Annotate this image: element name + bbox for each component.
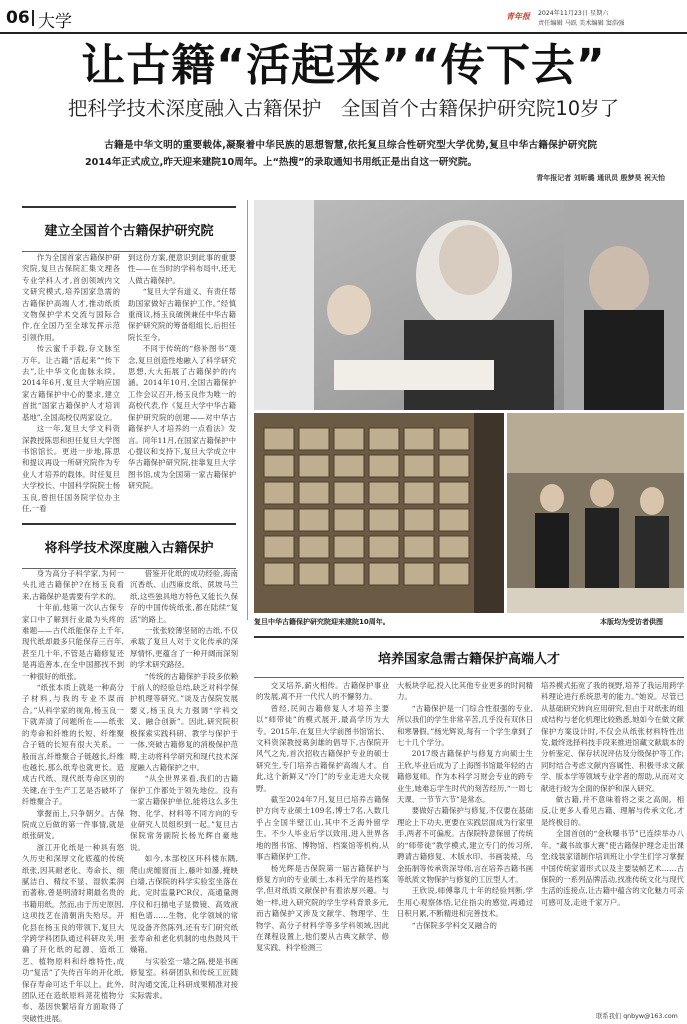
section2-col2 [130,568,238,1001]
section3 [254,636,684,678]
paragraph: 2017级古籍保护与修复方向硕士生王欣,毕业后成为了上海图书馆最年轻的古籍修复师。作为本科学习财会专业的跨专业生,她难忘学生时代的刻苦经历,“一周七天课、一节节六节”是常态。 [397,749,533,805]
divider-line [32,10,34,26]
footer-contact: 联系我们 qnbyw@163.com [596,1013,678,1020]
paragraph: 全国首创的“金秋曝书节”已连续举办八年。“藏书故事大赛”使古籍保护理念走出课堂;线装家谱制作培训班让小学生们学习掌握中国传统家谱形式以及主要装帧艺术……古保院的一系列品牌活动,找准传统文化与现代生活的连接点,让古籍中蕴含的文化魅力可亲可感可及,走进千家万户。 [541,829,684,907]
photo-group-illustration [507,413,684,613]
sub-headline: 把科学技术深度融入古籍保护 全国首个古籍保护研究院10岁了 [67,97,620,120]
paragraph: “古保院多学科交叉融合的 [411,920,497,930]
photo-catalog-illustration [254,413,504,613]
paragraph: 浙江开化纸是一种具有悠久历史和深厚文化底蕴的传统纸张,因其耐老化、寿命长、细腻洁白、精纹不显、湿软柔润而著称,曾是明清时期最名贵的书籍用纸。然而,由于历史原因,这项技艺在清朝消失殆尽。开化县在杨玉良的带领下,复旦大学跨学科团队通过科研攻关,明确了开化纸的起源、造纸工艺、植物原料和纤维特性,成功“复活”了失传百年的开化纸,保存寿命可达千年以上。此外,团队还在造纸原料荛花植物分布、基因快繁培育方面取得了突破性进展。 [22,842,124,1023]
paragraph: 借鉴开化纸的成功经验,海南沉香纸、山西麻皮纸、蔗坡马兰纸,这些独具地方特色又能长久保存的中国传统纸张,都在陆续“复活”的路上。 [130,569,238,624]
paragraph: “从全世界来看,我们的古籍保护工作都处于领先地位。没有一家古籍保护单位,能将这么多生物、化学、材料等不同方向的专业研究人员组织到一起。”复旦古保院常务副院长杨光辉自豪地说。 [130,774,238,852]
photo-caption: 复旦中华古籍保护研究院迎来建院10周年。 [254,618,390,626]
section3-title: 培养国家急需古籍保护高端人才 [377,652,560,667]
photo-main-illustration [254,200,684,410]
paragraph: 大板块学起,投入比其他专业更多的时间精力。 [397,681,533,702]
section2-title: 将科学技术深度融入古籍保护 [44,541,214,556]
paragraph: 到这份方案,便意识到此事的重要性——在当时的学科布局中,还无人做古籍保护。 [128,253,236,285]
section2 [22,523,240,569]
section-name: 大学 [38,12,72,32]
section1-col1 [22,252,120,514]
paragraph: 掌握而上,只争朝夕。古保院成立后做的第一件事情,就是纸张研发。 [22,808,124,841]
paragraph: 这一年,复旦大学文科资深教授陈思和担任复旦大学图书馆馆长。更进一步地,陈思和提议再设一所研究院作为专业人才培养的载体。时任复旦大学校长、中国科学院院士杨玉良,曾担任国务院学位办主任,一看 [22,424,120,513]
section3-col3 [541,680,684,908]
section1-col2 [128,252,236,492]
paragraph: “传统的古籍保护手段多依赖于前人的经验总结,缺乏对科学保护机理等研究。”谈及古保院发展要义,杨玉良大力强调“学科交叉、融合创新”。因此,研究院积极探索实践科研、教学与保护于一体,突破古籍修复的消极保护范畴,主动将科学研究和现代技术深度融入古籍保护之中。 [130,671,238,772]
section3-col1 [256,680,389,954]
paragraph: 如今,本部校区环科楼东隅,爬山虎缠窗而上,藤叶如瀑,掩映白墙,古保院的科学实验室坐落在此。定时监量PCR仪、高通量测序仪和扫描电子显微镜、高效液相色谱……生物、化学领域的常见设备齐然陈列,还有专门研究纸张寿命和老化机制的电热鼓风干燥箱。 [130,854,238,955]
paragraph: “纸张本质上就是一种高分子材料,与我的专业不谋而合。”从科学家的视角,杨玉良一下就弄清了问题所在——纸张的寿命和纤维的长短、纤维聚合子链的长短有很大关系。一般而言,纤维聚合子链越长,纤维也越长,那么纸寿也就更长。造成古代纸、现代纸寿命区别的关键,在于生产工艺是否破坏了纤维聚合子。 [22,683,124,807]
paragraph: “古籍保护是一门综合性很强的专业,所以我们的学生非常辛苦,几乎没有双休日和寒暑假。”杨光辉说,每有一个学生拿到了七十几个学分。 [397,703,533,748]
paragraph: 要做好古籍保护与修复,不仅要在基础理论上下功夫,更要在实践层面成为行家里手,两者不可偏废。古保院特意保留了传统的“师带徒”教学模式,建立专门的传习所,聘请古籍修复、木版水印、书画装裱、乌金拓制等传承资深导师,言在培养古籍书画等纸质文物保护与修复的工匠型人才。 [397,806,533,884]
paragraph: “复旦大学有道义、有责任帮助国家做好古籍保护工作。”经慎重商议,杨玉良破例兼任中华古籍保护研究院的筹备组组长,后担任院长至今。 [128,287,236,342]
paragraph: 培养模式拓宽了我的视野,培养了我运用跨学科理论进行系统思考的能力。”她说。尽管已从基础研究转向应用研究,但由于对纸张的组成结构与老化机理比较熟悉,她如今在做文献保护方案设计时,不仅会从纸张材料特性出发,最终选择科技手段来推进馆藏文献载本的分析鉴定、保存状况评估及分级保护等工作;同时结合考虑文献内容属性、积极寻求文献学、版本学等领域专业学者的帮助,从而对文献进行较为全面的保护和深入研究。 [541,681,684,793]
newspaper-logo-text: 青年报 [506,11,530,21]
paragraph: 作为全国首家古籍保护研究院,复旦古保院汇集文理各专业学科人才,首创领域内文文研究模式,培养国家急需的古籍保护高端人才,推动纸质文物保护学术交流与国际合作,在全国乃至全球发挥示范引领作用。 [22,253,120,342]
section-rule [22,206,236,208]
photo-card-catalog [254,413,504,613]
section-rule [254,636,684,638]
lead-paragraph: 古籍是中华文明的重要载体,凝聚着中华民族的思想智慧,依托复旦综合性研究型大学优势,复旦中华古籍保护研究院2014年正式成立,昨天迎来建院10周年。上“热搜”的录取通知书用纸正是出自这一研究院。 [85,140,597,168]
header-rule [0,32,687,34]
byline: 青年报记者 刘昕璐 通讯员 殷梦昊 祝天怡 [536,174,665,182]
section3-col2 [397,680,533,931]
paragraph: 曾经,民间古籍修复人才培养主要以“师带徒”的模式展开,最高学历为大专。2015年,在复旦大学前图书馆馆长、文科资深教授葛剑雄的倡导下,古保院开风气之先,首次招收古籍保护专业的硕士研究生,专门培养古籍保护高端人才。自此,这个新鲜又“冷门”的专业走进大众视野。 [256,703,389,793]
paragraph: 身为高分子科学家,为何一头扎进古籍保护?在杨玉良看来,古籍保护是需要有学术的。 [22,569,124,601]
section1 [22,206,240,252]
section1-title: 建立全国首个古籍保护研究院 [44,224,214,239]
section2-col1 [22,568,124,1024]
paragraph: 截至2024年7月,复旦已培养古籍保护方向专业硕士109名,博士7名,入数几乎占全国半壁江山,其中不乏海外留学生。不少人毕业后学以致用,进入世界各地的图书馆、博物馆、档案馆等机构,从事古籍保护工作。 [256,795,389,862]
photo-main-restoration [254,200,684,410]
paragraph: 不同于传统的“修补图书”观念,复旦创造性地融入了科学研究思想,大大拓展了古籍保护的内涵。2014年10月,全国古籍保护工作会议召开,杨玉良作为唯一的高校代表,作《复旦大学中华古籍保护研究院的创建——对中华古籍保护人才培养的一点看法》发言。同年11月,在国家古籍保护中心提议和支持下,复旦大学成立中华古籍保护研究院,挂靠复旦大学图书馆,成为全国第一家古籍保护研究院。 [128,344,236,491]
page-number: 06 [6,8,30,28]
section-rule [22,523,236,525]
editors-line: 责任编辑 马跃 美术编辑 窦浩强 [538,20,625,27]
section-rule [254,677,684,678]
paragraph: 王欣说,师傅靠几十年的经验判断,学生用心观察体悟,记住指尖的感觉,再通过日积月累,不断精进和完善技术。 [397,886,533,919]
main-headline: 让古籍“活起来”“传下去” [81,40,606,91]
paragraph: 做古籍,并不意味着将之束之高阁。相反,让更多人看见古籍、理解与传承文化,才是终极目的。 [541,795,684,827]
paragraph: 交叉培养,薪火相传。古籍保护事业的发展,离不开一代代人的不懈努力。 [256,681,389,702]
column-rule [247,200,248,620]
paragraph: 与实验室一墙之隔,便是书画修复室。科研团队和传统工匠随时沟通交流,让科研成果精准对接实际需求。 [130,956,238,1001]
paragraph: 十年前,他第一次认古保专家口中了解到行业最为头疼的难题——古代纸能保存上千年,现代纸却最多只能保存三百年,甚至几十年,不管是古籍修复还是再造善本,在全中国都找不到一种很好的纸张。 [22,603,124,681]
issue-date: 2024年11月23日 星期六 [538,10,609,17]
newspaper-logo [506,5,534,27]
paragraph: 杨光辉是古保院第一届古籍保护与修复方向的专业硕士,本科无学的是档案学,但对纸质文献保护有着浓厚兴趣。与她一样,进入研究院的学生学科背景多元,而古籍保护又涉及文献学、物理学、生物学、高分子材料学等多学科领域,因此在课程设置上,他们要从古典文献学、修复实践、科学检测三 [256,863,389,953]
paragraph: 传云蜜千手载,存文脉至万年。让古籍“活起来”“传下去”,让中华文化血脉永续。2014年6月,复旦大学响应国家古籍保护中心的要求,建立首批“国家古籍保护人才培训基地”,全国高校仅两家设立。 [22,344,120,422]
paragraph: 一张张较薄坚韧的古纸,不仅承载了复旦人对于文化传承的深厚情怀,更蕴含了一种开阔而深刻的学术研究路径。 [130,626,238,670]
photo-credit: 本版均为受访者供图 [600,618,663,626]
photo-group-visit [507,413,684,613]
